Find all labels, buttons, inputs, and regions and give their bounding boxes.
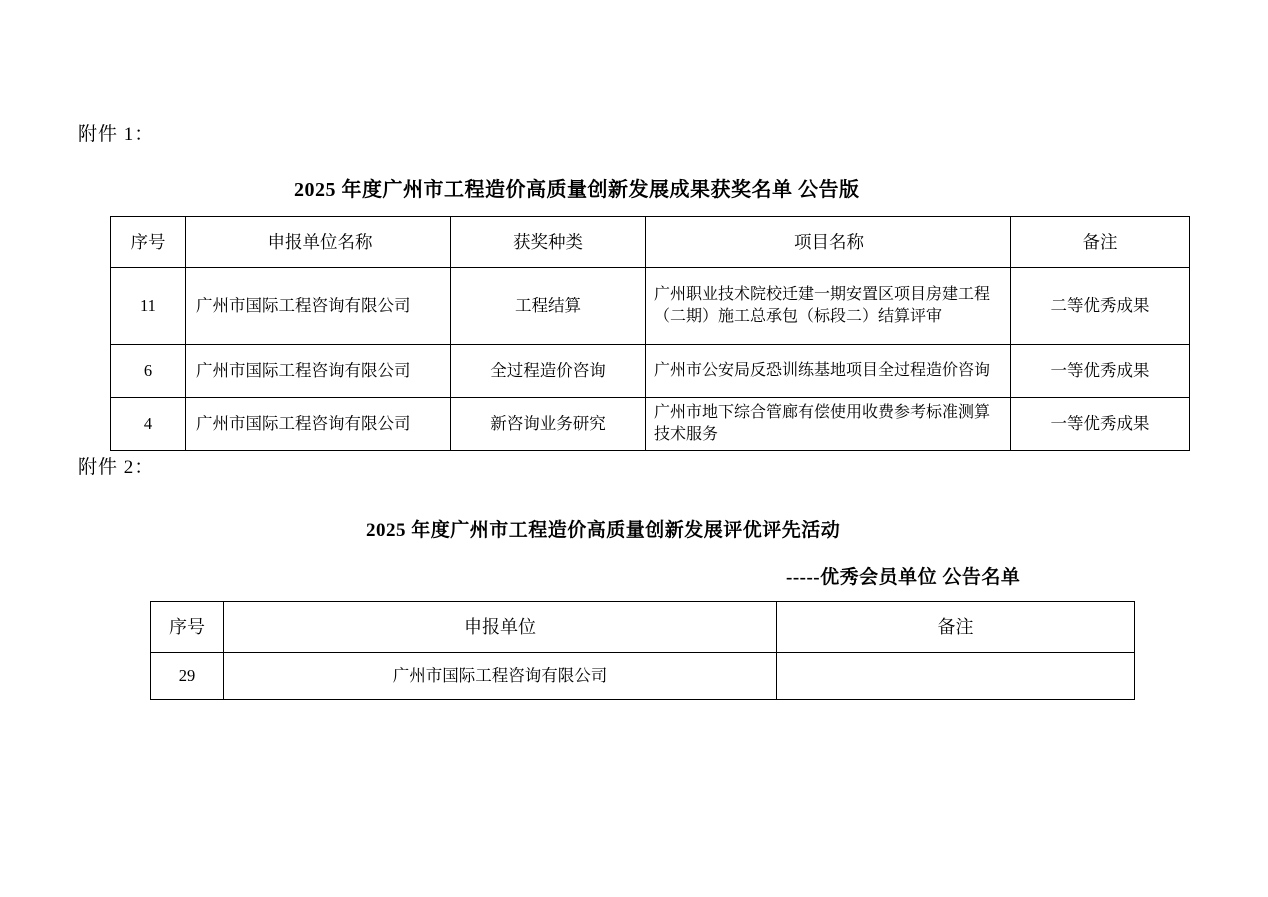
- table-row: [151, 653, 1135, 700]
- cell-project: 广州市公安局反恐训练基地项目全过程造价咨询: [646, 345, 1011, 398]
- cell-award-type: 工程结算: [451, 268, 646, 345]
- table-row: [111, 345, 1190, 398]
- cell-award-type: 全过程造价咨询: [451, 345, 646, 398]
- cell-index: 6: [111, 345, 186, 398]
- cell-index: 11: [111, 268, 186, 345]
- cell-index: 4: [111, 398, 186, 451]
- attachment-2-title: 2025 年度广州市工程造价高质量创新发展评优评先活动: [366, 520, 841, 541]
- column-header-project: 项目名称: [646, 217, 1011, 268]
- award-list-table: [110, 216, 1190, 451]
- column-header-unit: 申报单位名称: [186, 217, 451, 268]
- cell-unit: 广州市国际工程咨询有限公司: [186, 345, 451, 398]
- cell-project: 广州职业技术院校迁建一期安置区项目房建工程（二期）施工总承包（标段二）结算评审: [646, 268, 1011, 345]
- table-header-row: [151, 602, 1135, 653]
- column-header-unit: 申报单位: [224, 602, 777, 653]
- table-row: [111, 398, 1190, 451]
- attachment-2-subtitle: -----优秀会员单位 公告名单: [786, 567, 1021, 588]
- cell-remark: [777, 653, 1135, 700]
- cell-unit: 广州市国际工程咨询有限公司: [224, 653, 777, 700]
- cell-index: 29: [151, 653, 224, 700]
- cell-remark: 一等优秀成果: [1011, 345, 1190, 398]
- cell-remark: 二等优秀成果: [1011, 268, 1190, 345]
- cell-unit: 广州市国际工程咨询有限公司: [186, 268, 451, 345]
- table-header-row: [111, 217, 1190, 268]
- table-row: [111, 268, 1190, 345]
- column-header-remark: 备注: [1011, 217, 1190, 268]
- column-header-remark: 备注: [777, 602, 1135, 653]
- attachment-2-label: 附件 2：: [78, 457, 155, 478]
- cell-award-type: 新咨询业务研究: [451, 398, 646, 451]
- cell-unit: 广州市国际工程咨询有限公司: [186, 398, 451, 451]
- column-header-index: 序号: [111, 217, 186, 268]
- column-header-award-type: 获奖种类: [451, 217, 646, 268]
- attachment-1-title: 2025 年度广州市工程造价高质量创新发展成果获奖名单 公告版: [294, 179, 860, 201]
- cell-remark: 一等优秀成果: [1011, 398, 1190, 451]
- cell-project: 广州市地下综合管廊有偿使用收费参考标准测算技术服务: [646, 398, 1011, 451]
- member-list-table: [150, 601, 1135, 700]
- column-header-index: 序号: [151, 602, 224, 653]
- attachment-1-label: 附件 1：: [78, 124, 155, 145]
